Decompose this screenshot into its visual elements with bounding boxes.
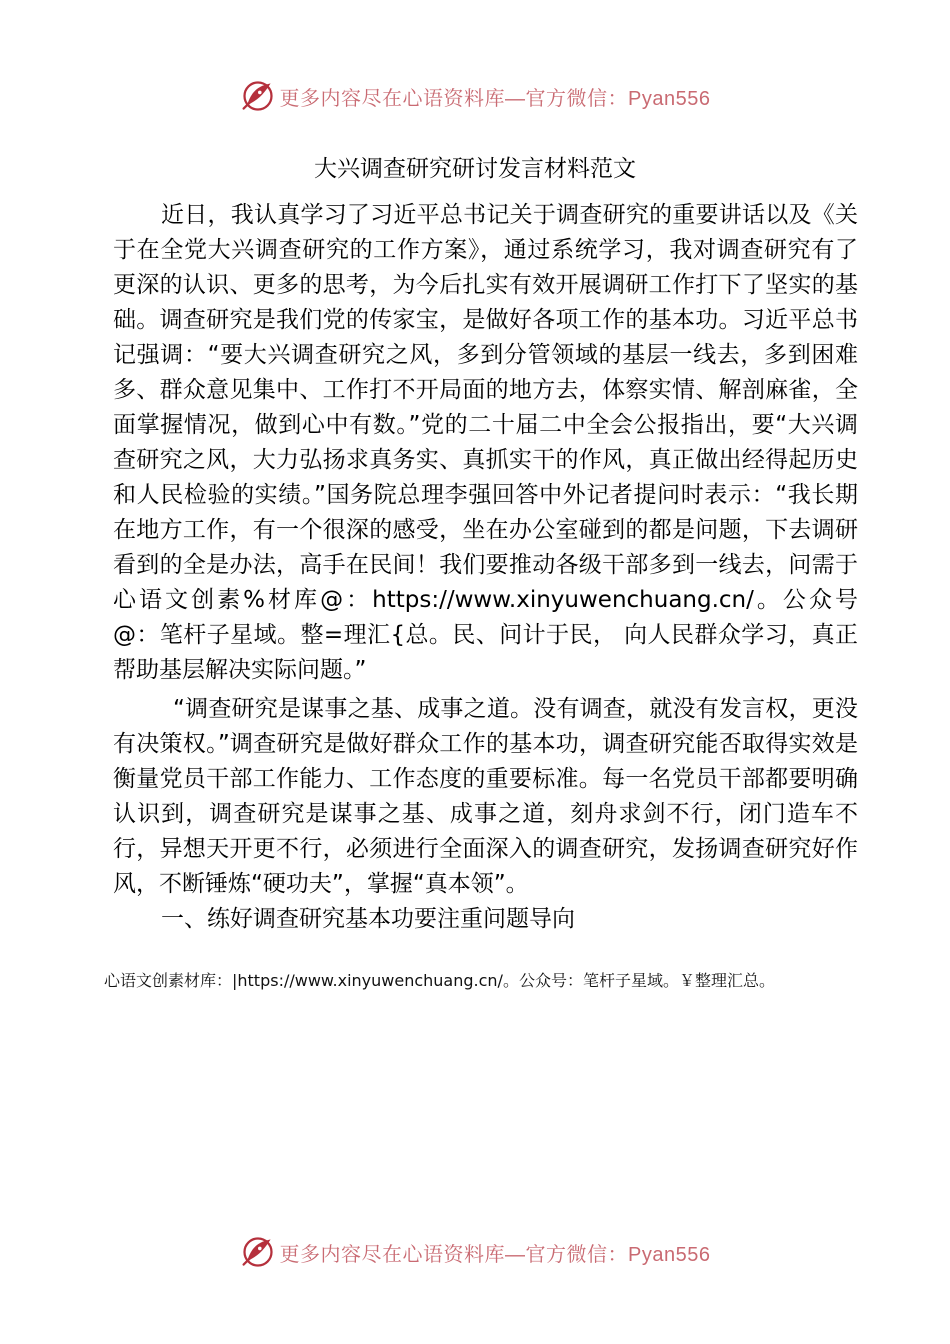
pen-nib-logo-icon	[240, 78, 276, 114]
document-title: 大兴调查研究研讨发言材料范文	[314, 156, 636, 182]
header-banner-text	[280, 82, 711, 111]
header-banner-label: 更多内容尽在心语资料库—官方微信：	[279, 87, 629, 110]
paragraph-1: 近日，我认真学习了习近平总书记关于调查研究的重要讲话以及《关于在全党大兴调查研究的工作方案》，通过系统学习，我对调查研究有了更深的认识、更多的思考，为今后扎实有效开展调研工作打下了坚实的基础。调查研究是我们党的传家宝，是做好各项工作的基本功。习近平总书记强调：“要大兴调查研究之风，多到分管领域的基层一线去，多到困难多、群众意见集中、工作打不开局面的地方去，体察实情、解剖麻雀，全面掌握情况，做到心中有数。”党的二十届二中全会公报指出，要“大兴调查研究之风，大力弘扬求真务实、真抓实干的作风，真正做出经得起历史和人民检验的实绩。”国务院总理李强回答中外记者提问时表示：“我长期在地方工作，有一个很深的感受，坐在办公室碰到的都是问题，下去调研看到的全是办法，高手在民间！我们要推动各级干部多到一线去，问需于心语文创素%材库@：https://www.xinyuwenchuang.cn/。公众号@：笔杆子星域。整=理汇{总。民、问计于民， 向人民群众学习，真正帮助基层解决实际问题。”	[113, 202, 858, 683]
footer-banner-text	[280, 1238, 711, 1267]
footer-banner-label: 更多内容尽在心语资料库—官方微信：	[279, 1243, 629, 1266]
footer-wechat-account: Pyan556	[628, 1243, 711, 1266]
source-footnote: 心语文创素材库：|https://www.xinyuwenchuang.cn/。公众号：笔杆子星域。￥整理汇总。	[104, 971, 775, 990]
header-banner	[0, 76, 950, 116]
paragraph-2: “调查研究是谋事之基、成事之道。没有调查，就没有发言权，更没有决策权。”调查研究是做好群众工作的基本功，调查研究能否取得实效是衡量党员干部工作能力、工作态度的重要标准。每一名党员干部都要明确认识到，调查研究是谋事之基、成事之道，刻舟求剑不行，闭门造车不行，异想天开更不行，必须进行全面深入的调查研究，发扬调查研究好作风，不断锤炼“硬功夫”，掌握“真本领”。	[113, 696, 858, 897]
pen-nib-logo-icon	[240, 1234, 276, 1270]
footer-banner	[0, 1232, 950, 1272]
header-wechat-account: Pyan556	[628, 87, 711, 110]
section-heading: 一、练好调查研究基本功要注重问题导向	[161, 906, 575, 932]
document-body	[113, 198, 858, 937]
